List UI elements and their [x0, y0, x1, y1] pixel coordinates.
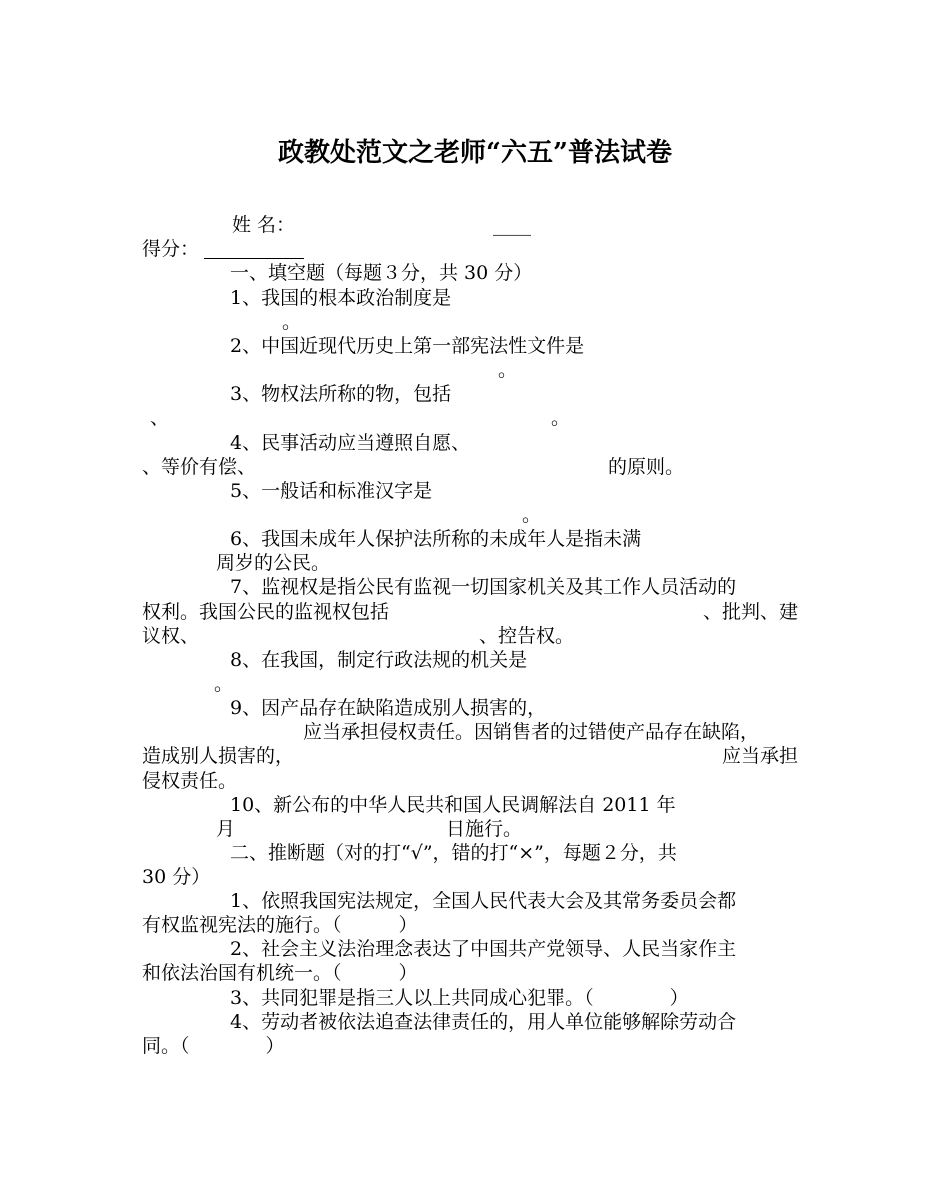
- q2-2-text: 2、社会主义法治理念表达了中国共产党领导、人民当家作主: [230, 938, 737, 960]
- q1-4-end: 的原则。: [608, 456, 685, 478]
- q1-6-text: 6、我国未成年人保护法所称的未成年人是指未满: [230, 528, 642, 550]
- document-title: 政教处范文之老师“六五”普法试卷: [278, 138, 672, 168]
- q1-9-line3a: 造成别人损害的，: [142, 745, 295, 767]
- q1-4-text: 4、民事活动应当遵照自愿、: [230, 432, 471, 454]
- q1-9-line3b: 应当承担: [722, 745, 799, 767]
- q2-4-text: 4、劳动者被依法追查法律责任的，用人单位能够解除劳动合: [230, 1011, 737, 1033]
- q1-1-end: 。: [282, 311, 302, 333]
- q1-2-text: 2、中国近现代历史上第一部宪法性文件是: [230, 335, 585, 357]
- q1-7-line2a: 权利。我国公民的监视权包括: [142, 601, 390, 623]
- q2-2-line2: 和依法治国有机统一。（ ）: [142, 962, 418, 984]
- q1-5-text: 5、一般话和标准汉字是: [230, 480, 433, 502]
- q1-6-line2: 周岁的公民。: [216, 552, 331, 574]
- score-underline: [204, 258, 304, 259]
- q1-10-text: 10、新公布的中华人民共和国人民调解法自 2011 年: [230, 794, 676, 816]
- q2-1-text: 1、依照我国宪法规定，全国人民代表大会及其常务委员会都: [230, 890, 737, 912]
- q1-4-line2: 、等价有偿、: [142, 456, 257, 478]
- q1-10-line2b: 日施行。: [446, 818, 523, 840]
- q1-8-end: 。: [214, 673, 234, 695]
- q1-3-text: 3、物权法所称的物，包括: [230, 383, 452, 405]
- q1-7-text: 7、监视权是指公民有监视一切国家机关及其工作人员活动的: [230, 576, 737, 598]
- q1-10-line2a: 月: [216, 818, 236, 840]
- q1-9-line2: 应当承担侵权责任。因销售者的过错使产品存在缺陷，: [303, 721, 760, 743]
- q1-9-text: 9、因产品存在缺陷造成别人损害的，: [230, 697, 547, 719]
- q1-7-line3a: 议权、: [142, 625, 200, 647]
- q1-8-text: 8、在我国，制定行政法规的机关是: [230, 649, 528, 671]
- score-label: 得分：: [142, 238, 200, 260]
- q2-4-line2: 同。（ ）: [142, 1035, 285, 1057]
- q1-1-text: 1、我国的根本政治制度是: [230, 287, 452, 309]
- section2-heading-line2: 30 分）: [142, 866, 211, 888]
- name-label: 姓 名：: [232, 214, 296, 236]
- q1-3-end: 。: [551, 407, 571, 429]
- q1-7-line2b: 、批判、建: [703, 601, 799, 623]
- section2-heading: 二、推断题（对的打“√”，错的打“×”，每题２分，共: [230, 842, 677, 864]
- q2-3-text: 3、共同犯罪是指三人以上共同成心犯罪。（ ）: [230, 987, 689, 1009]
- q2-1-line2: 有权监视宪法的施行。（ ）: [142, 914, 418, 936]
- section1-heading: 一、填空题（每题３分，共 30 分）: [230, 262, 533, 284]
- q1-3-sep: 、: [150, 407, 170, 429]
- name-blank: ____: [493, 214, 531, 236]
- q1-2-end: 。: [498, 359, 518, 381]
- q1-7-line3b: 、控告权。: [479, 625, 575, 647]
- q1-5-end: 。: [522, 504, 542, 526]
- q1-9-line4: 侵权责任。: [142, 770, 238, 792]
